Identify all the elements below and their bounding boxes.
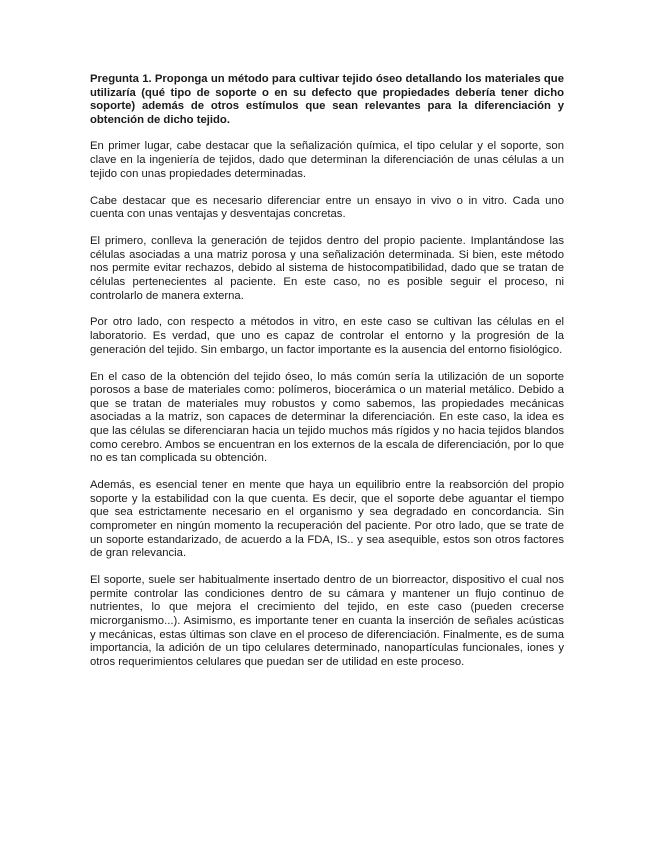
paragraph-1: En primer lugar, cabe destacar que la señalización química, el tipo celular y el soporte, son clave en la ingeniería de tejidos, dado que determinan la diferenciación de unas células a un tejido con unas propiedades determinadas. <box>90 140 564 180</box>
paragraph-7: El soporte, suele ser habitualmente insertado dentro de un biorreactor, dispositivo el cual nos permite controlar las condiciones dentro de su cámara y mantener un flujo continuo de nutrientes, lo que mejora el crecimiento del tejido, en este caso (pueden crecerse microrganismo...). Asimismo, es importante tener en cuanta la inserción de señales acústicas y mecánicas, estas últimas son clave en el proceso de diferenciación. Finalmente, es de suma importancia, la adición de un tipo celulares determinado, nanopartículas funcionales, iones y otros requerimientos celulares que puedan ser de utilidad en este proceso. <box>90 574 564 668</box>
paragraph-6: Además, es esencial tener en mente que haya un equilibrio entre la reabsorción del propio soporte y la estabilidad con la que cuenta. Es decir, que el soporte debe aguantar el tiempo que sea estrictamente necesario en el organismo y sea degradado en concordancia. Sin comprometer en ningún momento la recuperación del paciente. Por otro lado, que se trate de un soporte estandarizado, de acuerdo a la FDA, IS.. y sea asequible, estos son otros factores de gran relevancia. <box>90 479 564 560</box>
question-heading: Pregunta 1. Proponga un método para cultivar tejido óseo detallando los materiales que utilizaría (qué tipo de soporte o en su defecto que propiedades debería tener dicho soporte) además de otros estímulos que sean relevantes para la diferenciación y obtención de dicho tejido. <box>90 73 564 126</box>
paragraph-4: Por otro lado, con respecto a métodos in vitro, en este caso se cultivan las células en el laboratorio. Es verdad, que uno es capaz de controlar el entorno y la progresión de la generación del tejido. Sin embargo, un factor importante es la ausencia del entorno fisiológico. <box>90 316 564 356</box>
paragraph-5: En el caso de la obtención del tejido óseo, lo más común sería la utilización de un soporte porosos a base de materiales como: polímeros, biocerámica o un material metálico. Debido a que se tratan de materiales muy robustos y como sabemos, las propiedades mecánicas asociadas a la matriz, son capaces de determinar la diferenciación. En este caso, la idea es que las células se diferenciaran hacia un tejido muchos más rígidos y no hacia tejidos blandos como cerebro. Ambos se encuentran en los externos de la escala de diferenciación, por lo que no es tan complicada su obtención. <box>90 370 564 465</box>
paragraph-2: Cabe destacar que es necesario diferenciar entre un ensayo in vivo o in vitro. Cada uno cuenta con unas ventajas y desventajas concretas. <box>90 194 564 221</box>
paragraph-3: El primero, conlleva la generación de tejidos dentro del propio paciente. Implantándose las células asociadas a una matriz porosa y una señalización determinada. Si bien, este método nos permite evitar rechazos, debido al sistema de histocompatibilidad, dado que se tratan de células pertenecientes al paciente. En este caso, no es posible seguir el proceso, ni controlarlo de manera externa. <box>90 235 564 302</box>
document-page <box>90 73 564 683</box>
